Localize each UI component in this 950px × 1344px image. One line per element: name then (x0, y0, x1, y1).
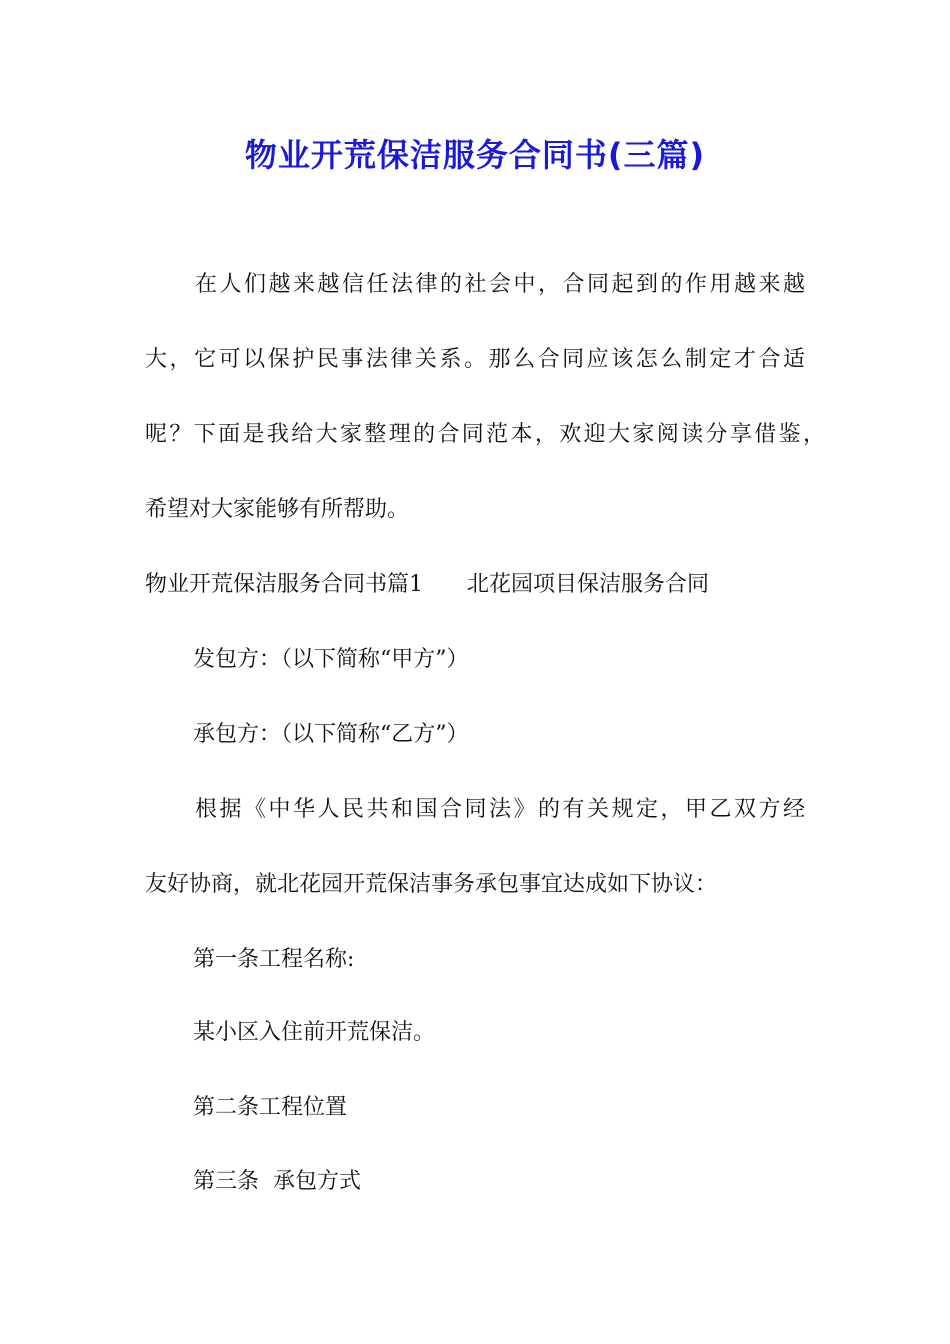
party-b-line: 承包方：（以下简称“乙方”） (193, 722, 469, 747)
basis-line-1: 根据《中华人民共和国合同法》的有关规定，甲乙双方经 (195, 797, 805, 822)
section-heading: 物业开荒保洁服务合同书篇1 (145, 572, 423, 597)
document-title: 物业开荒保洁服务合同书(三篇) (244, 136, 706, 174)
article-2-heading: 第二条工程位置 (193, 1095, 348, 1120)
party-a-line: 发包方：（以下简称“甲方”） (193, 647, 469, 672)
intro-line-3: 呢？下面是我给大家整理的合同范本，欢迎大家阅读分享借鉴， (145, 422, 825, 447)
article-1-heading: 第一条工程名称: (193, 947, 355, 972)
intro-line-2: 大，它可以保护民事法律关系。那么合同应该怎么制定才合适 (145, 347, 805, 372)
section-heading-line (145, 570, 709, 600)
section-subtitle: 北花园项目保洁服务合同 (467, 572, 710, 597)
intro-line-1: 在人们越来越信任法律的社会中，合同起到的作用越来越 (195, 272, 805, 297)
basis-line-2: 友好协商，就北花园开荒保洁事务承包事宜达成如下协议： (145, 872, 718, 897)
article-1-content: 某小区入住前开荒保洁。 (193, 1020, 436, 1045)
intro-line-4: 希望对大家能够有所帮助。 (145, 497, 410, 522)
article-3-heading: 第三条 承包方式 (193, 1169, 361, 1194)
